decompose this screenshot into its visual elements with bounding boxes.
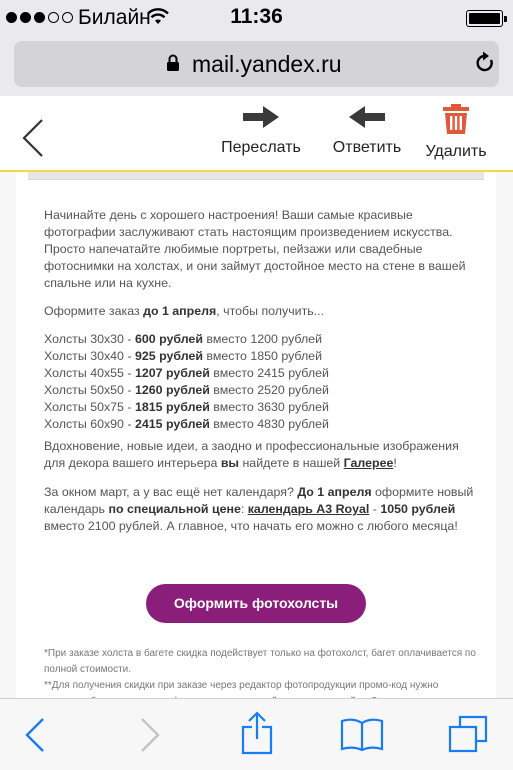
calendar-paragraph: За окном март, а у вас ещё нет календаря? До 1 апреля оформите новый календарь по специальной цене: календарь А3 Royal - 1050 рублей вместо 2100 рублей. А главное, что начать его можно с любого месяца! bbox=[44, 485, 474, 533]
delete-label: Удалить bbox=[425, 143, 487, 160]
price-item: Холсты 50x50 - 1260 рублей вместо 2520 рублей bbox=[44, 383, 329, 397]
browser-forward-icon[interactable] bbox=[139, 717, 161, 753]
url-text: mail.yandex.ru bbox=[192, 51, 342, 77]
share-icon[interactable] bbox=[240, 711, 274, 755]
forward-arrow-icon bbox=[241, 104, 281, 130]
footnote: *При заказе холста в багете скидка подействует только на фотохолст, багет оплачивается по полной стоимости. bbox=[44, 648, 476, 675]
status-time: 11:36 bbox=[230, 5, 283, 28]
tabs-icon[interactable] bbox=[448, 715, 488, 753]
price-item: Холсты 60x90 - 2415 рублей вместо 4830 рублей bbox=[44, 417, 329, 431]
delete-button[interactable] bbox=[420, 104, 492, 161]
reload-icon[interactable] bbox=[474, 51, 496, 75]
footnote: **Для получения скидки при заказе через редактор фотопродукции промо-код нужно bbox=[44, 680, 439, 691]
inspiration-paragraph: Вдохновение, новые идеи, а заодно и профессиональные изображения для декора вашего интерьера вы найдете в нашей Галерее! bbox=[44, 439, 459, 470]
mail-toolbar bbox=[0, 96, 513, 172]
battery-icon bbox=[466, 10, 503, 27]
reply-arrow-icon bbox=[347, 104, 387, 130]
calendar-link[interactable]: календарь А3 Royal bbox=[247, 502, 370, 516]
browser-address-area bbox=[0, 36, 513, 96]
back-chevron-icon[interactable] bbox=[20, 118, 46, 158]
forward-button[interactable] bbox=[216, 104, 306, 157]
price-item: Холсты 30x40 - 925 рублей вместо 1850 рублей bbox=[44, 349, 322, 363]
email-body bbox=[16, 172, 496, 698]
reply-button[interactable] bbox=[322, 104, 412, 157]
email-header-strip bbox=[28, 172, 484, 180]
forward-label: Переслать bbox=[221, 139, 301, 156]
gallery-link[interactable]: Галерее bbox=[343, 456, 394, 470]
order-canvas-button[interactable]: Оформить фотохолсты bbox=[146, 584, 366, 623]
price-item: Холсты 50x75 - 1815 рублей вместо 3630 рублей bbox=[44, 400, 329, 414]
offer-line: Оформите заказ до 1 апреля, чтобы получить... bbox=[44, 304, 325, 318]
price-item: Холсты 40x55 - 1207 рублей вместо 2415 рублей bbox=[44, 366, 329, 380]
intro-paragraph: Начинайте день с хорошего настроения! Ваши самые красивые фотографии заслуживают стать настоящим произведением искусства. Просто напечатайте любимые портреты, пейзажи или свадебные фотоснимки на холстах, и они займут достойное место на стене в вашей спальне или на кухне. bbox=[44, 208, 466, 290]
browser-bottom-toolbar bbox=[0, 698, 513, 770]
bookmarks-icon[interactable] bbox=[340, 717, 384, 751]
status-bar bbox=[0, 0, 513, 36]
reply-label: Ответить bbox=[332, 139, 402, 156]
address-bar[interactable] bbox=[14, 41, 499, 87]
trash-icon bbox=[442, 104, 470, 134]
carrier-name: Билайн bbox=[78, 6, 151, 29]
price-item: Холсты 30x30 - 600 рублей вместо 1200 рублей bbox=[44, 332, 322, 346]
browser-back-icon[interactable] bbox=[24, 717, 46, 753]
price-list bbox=[44, 331, 480, 433]
lock-icon bbox=[166, 54, 180, 72]
